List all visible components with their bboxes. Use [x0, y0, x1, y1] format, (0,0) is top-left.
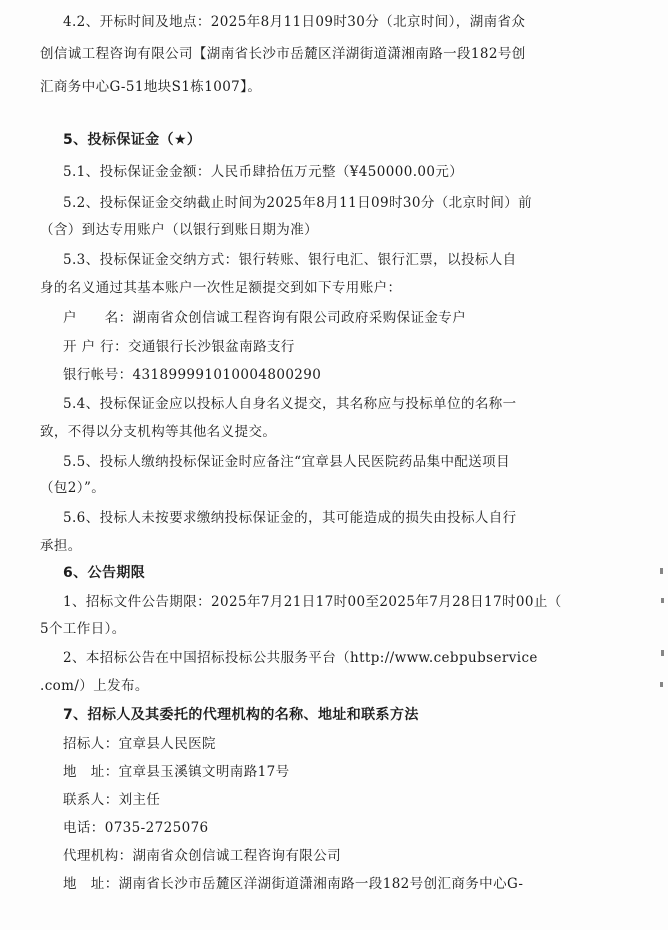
para-5-2-line2: （含）到达专用账户（以银行到账日期为准） — [40, 222, 318, 238]
contact-row — [63, 790, 160, 810]
agency-address-row — [63, 874, 523, 894]
para-5-3-line2: 身的名义通过其基本账户一次性足额提交到如下专用账户： — [40, 280, 402, 296]
phone-row — [63, 818, 209, 838]
scan-artifact — [661, 650, 664, 656]
tenderer-address-value: 宜章县玉溪镇文明南路17号 — [118, 764, 290, 780]
para-4-2-line1: 4.2、开标时间及地点：2025年8月11日09时30分（北京时间），湖南省众 — [63, 14, 526, 30]
account-number-value: 431899991010004800290 — [132, 367, 322, 383]
account-name-label: 户 名： — [63, 310, 133, 326]
agency-address-value: 湖南省长沙市岳麓区洋湖街道潇湘南路一段182号创汇商务中心G- — [118, 876, 524, 892]
para-6-1-line1: 1、招标文件公告期限：2025年7月21日17时00至2025年7月28日17时00止（ — [63, 594, 562, 610]
tenderer-value: 宜章县人民医院 — [118, 736, 216, 752]
agency-value: 湖南省众创信诚工程咨询有限公司 — [132, 848, 341, 864]
tenderer-label: 招标人： — [63, 736, 119, 752]
para-5-5-line2: （包2）”。 — [40, 480, 106, 496]
section-6-heading: 6、公告期限 — [63, 565, 146, 581]
tenderer-address-row — [63, 762, 290, 782]
para-5-5-line1: 5.5、投标人缴纳投标保证金时应备注“宜章县人民医院药品集中配送项目 — [63, 454, 510, 470]
phone-label: 电话： — [63, 820, 105, 836]
agency-label: 代理机构： — [63, 848, 133, 864]
bank-row — [63, 337, 295, 357]
scan-artifact — [660, 568, 663, 574]
scan-artifact — [661, 598, 664, 603]
tenderer-address-label: 地 址： — [63, 764, 119, 780]
account-number-row — [63, 365, 321, 385]
contact-value: 刘主任 — [118, 792, 161, 808]
para-5-3-line1: 5.3、投标保证金交纳方式：银行转账、银行电汇、银行汇票，以投标人自 — [63, 252, 517, 268]
para-5-6-line1: 5.6、投标人未按要求缴纳投标保证金的，其可能造成的损失由投标人自行 — [63, 510, 517, 526]
para-5-6-line2: 承担。 — [40, 538, 82, 554]
account-name-value: 湖南省众创信诚工程咨询有限公司政府采购保证金专户 — [132, 310, 467, 326]
bank-label: 开 户 行： — [63, 339, 128, 355]
para-6-1-line2: 5个工作日）。 — [40, 621, 126, 637]
agency-address-label: 地 址： — [63, 876, 119, 892]
para-5-1: 5.1、投标保证金金额：人民币肆拾伍万元整（¥450000.00元） — [63, 164, 464, 180]
para-6-2-line1: 2、本招标公告在中国招标投标公共服务平台（http://www.cebpubservice — [63, 650, 538, 666]
para-4-2-line3: 汇商务中心G-51地块S1栋1007】。 — [40, 79, 262, 95]
scan-artifact — [660, 682, 663, 687]
tenderer-row — [63, 734, 216, 754]
bank-value: 交通银行长沙银盆南路支行 — [127, 339, 295, 355]
agency-row — [63, 846, 341, 866]
section-7-heading: 7、招标人及其委托的代理机构的名称、地址和联系方法 — [63, 707, 419, 723]
account-number-label: 银行帐号： — [63, 367, 133, 383]
phone-value: 0735-2725076 — [104, 820, 209, 836]
para-5-4-line1: 5.4、投标保证金应以投标人自身名义提交，其名称应与投标单位的名称一 — [63, 396, 517, 412]
contact-label: 联系人： — [63, 792, 119, 808]
para-5-2-line1: 5.2、投标保证金交纳截止时间为2025年8月11日09时30分（北京时间）前 — [63, 195, 533, 211]
section-5-heading: 5、投标保证金（★） — [63, 132, 202, 148]
para-4-2-line2: 创信诚工程咨询有限公司【湖南省长沙市岳麓区洋湖街道潇湘南路一段182号创 — [40, 46, 526, 62]
para-5-4-line2: 致，不得以分支机构等其他名义提交。 — [40, 424, 277, 440]
para-6-2-line2: .com/）上发布。 — [40, 678, 149, 694]
account-name-row — [63, 308, 466, 328]
